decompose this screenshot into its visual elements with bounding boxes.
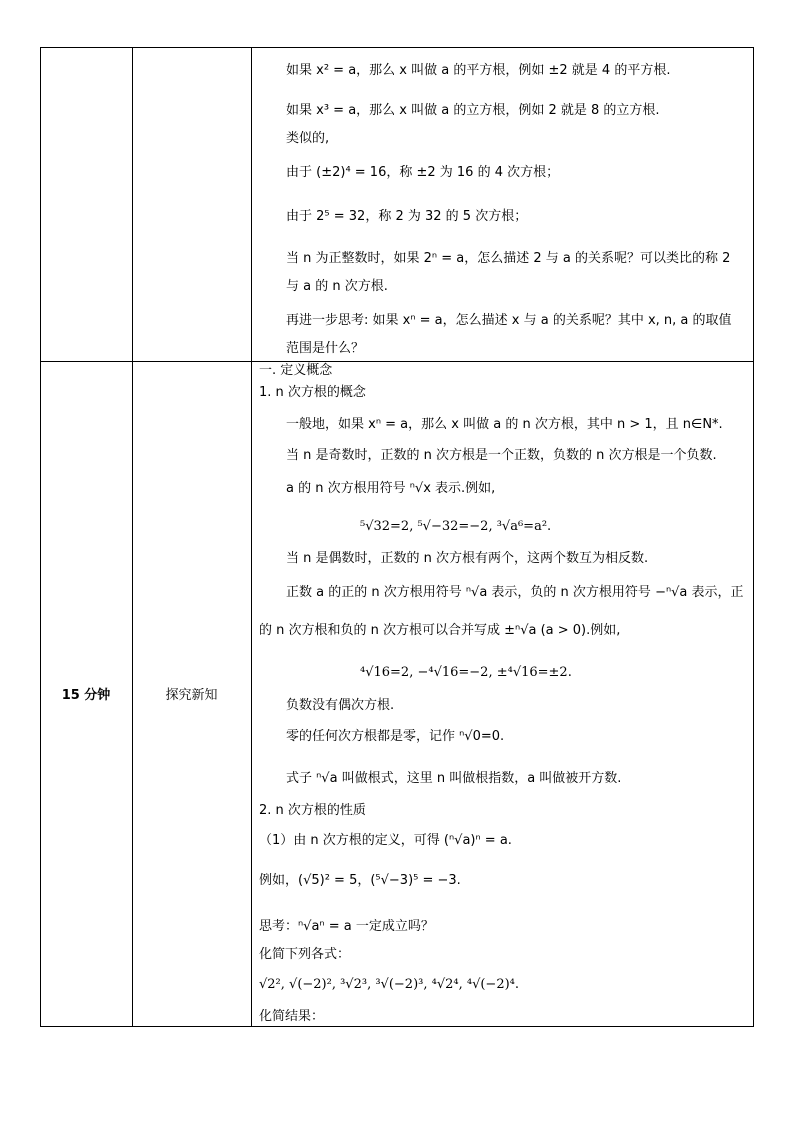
text-line: a 的 n 次方根用符号 ⁿ√x 表示.例如, <box>286 481 496 496</box>
formula-line: ⁴√16=2, −⁴√16=−2, ±⁴√16=±2. <box>360 665 572 680</box>
text-line: 当 n 是奇数时，正数的 n 次方根是一个正数，负数的 n 次方根是一个负数. <box>286 448 717 463</box>
text-line: 负数没有偶次方根. <box>286 698 395 713</box>
text-line: 由于 (±2)⁴ = 16，称 ±2 为 16 的 4 次方根； <box>286 165 560 180</box>
text-line: 化简结果： <box>259 1009 325 1024</box>
text-line: 由于 2⁵ = 32，称 2 为 32 的 5 次方根； <box>286 209 528 224</box>
table-border-right <box>753 47 754 1027</box>
text-line: 如果 x² = a，那么 x 叫做 a 的平方根，例如 ±2 就是 4 的平方根. <box>286 63 671 78</box>
row-divider <box>40 361 754 362</box>
table-border-left <box>40 47 41 1027</box>
text-line: 与 a 的 n 次方根. <box>286 279 388 294</box>
text-line: 一般地，如果 xⁿ = a，那么 x 叫做 a 的 n 次方根，其中 n > 1，且 n∈N*. <box>286 417 723 432</box>
formula-line: ⁵√32=2, ⁵√−32=−2, ³√a⁶=a². <box>360 519 552 534</box>
text-line: 式子 ⁿ√a 叫做根式，这里 n 叫做根指数，a 叫做被开方数. <box>286 771 622 786</box>
text-line: 再进一步思考: 如果 xⁿ = a，怎么描述 x 与 a 的关系呢？其中 x, n, a 的取值 <box>286 313 732 328</box>
section-heading: 一. 定义概念 <box>259 363 333 378</box>
subsection-heading: 1. n 次方根的概念 <box>259 385 366 400</box>
text-line: （1）由 n 次方根的定义，可得 (ⁿ√a)ⁿ = a. <box>259 833 512 848</box>
text-line: 的 n 次方根和负的 n 次方根可以合并写成 ±ⁿ√a (a > 0).例如, <box>259 623 621 638</box>
table-border-bottom <box>40 1026 754 1027</box>
text-line: 例如，(√5)² = 5，(⁵√−3)⁵ = −3. <box>259 873 461 888</box>
text-line: 类似的, <box>286 131 330 146</box>
text-line: 思考：ⁿ√aⁿ = a 一定成立吗？ <box>259 919 434 934</box>
stage-cell: 探究新知 <box>165 688 218 703</box>
text-line: 当 n 是偶数时，正数的 n 次方根有两个，这两个数互为相反数. <box>286 551 649 566</box>
subsection-heading: 2. n 次方根的性质 <box>259 803 366 818</box>
text-line: 如果 x³ = a，那么 x 叫做 a 的立方根，例如 2 就是 8 的立方根. <box>286 103 660 118</box>
text-line: 零的任何次方根都是零，记作 ⁿ√0=0. <box>286 729 505 744</box>
formula-line: √2², √(−2)², ³√2³, ³√(−2)³, ⁴√2⁴, ⁴√(−2)⁴. <box>259 977 520 992</box>
column-divider-1 <box>132 47 133 1027</box>
text-line: 当 n 为正整数时，如果 2ⁿ = a，怎么描述 2 与 a 的关系呢？可以类比的称 2 <box>286 251 731 266</box>
text-line: 范围是什么？ <box>286 341 365 356</box>
text-line: 化简下列各式： <box>259 947 351 962</box>
text-line: 正数 a 的正的 n 次方根用符号 ⁿ√a 表示，负的 n 次方根用符号 −ⁿ√a 表示，正 <box>286 585 744 600</box>
time-cell: 15 分钟 <box>61 688 111 703</box>
table-border-top <box>40 47 754 48</box>
column-divider-2 <box>251 47 252 1027</box>
